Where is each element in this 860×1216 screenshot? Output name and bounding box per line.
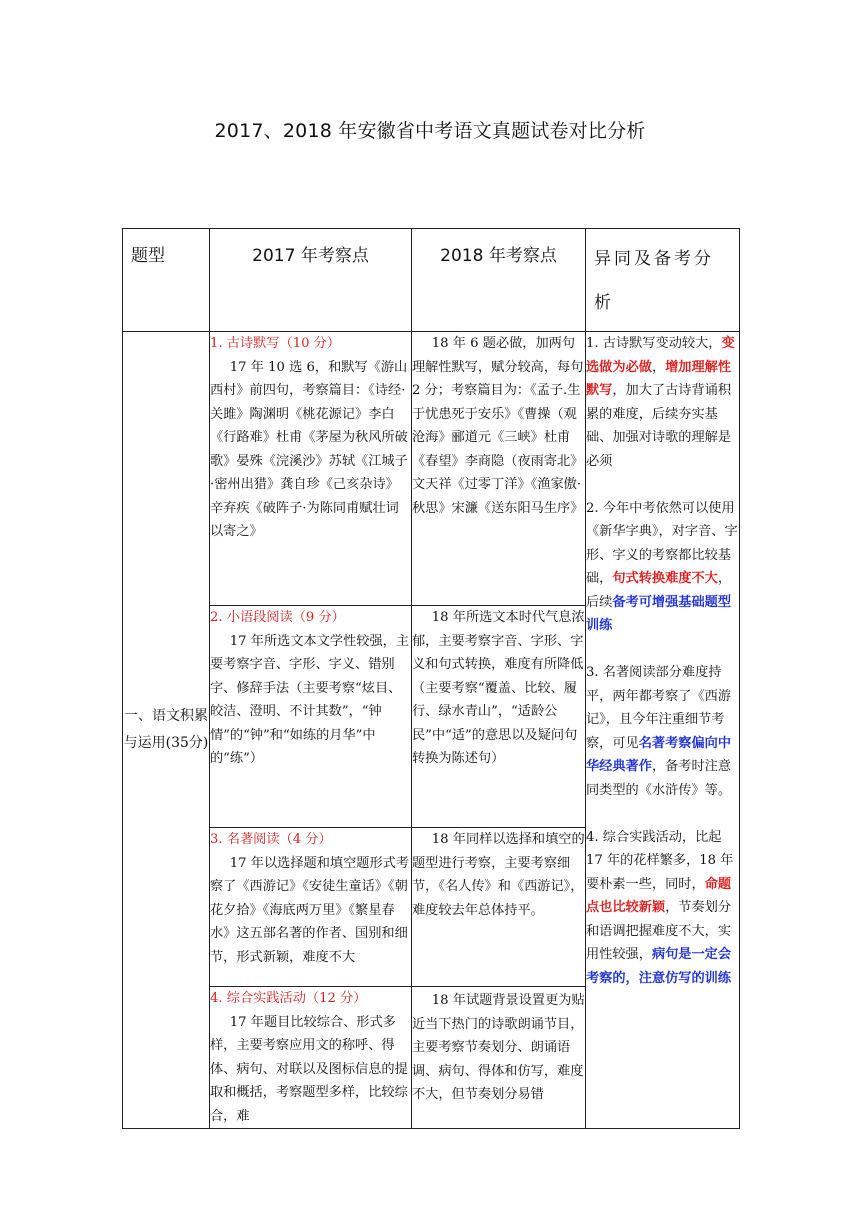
header-2017: 2017 年考察点 — [210, 229, 412, 332]
header-2018: 2018 年考察点 — [412, 229, 586, 332]
cell-2018-classics — [412, 828, 586, 987]
cell-2017-passage — [210, 606, 412, 828]
table-header-row — [123, 229, 740, 332]
cell-text: 18 年所选文本时代气息浓郁，主要考察字音、字形、字义和句式转换，难度有所降低（主要考察“覆盖、比较、履行、绿水青山”，“适龄公民”中“适”的意思以及疑问句转换为陈述句） — [412, 610, 585, 766]
section-heading: 4. 综合实践活动（12 分） — [210, 991, 367, 1006]
section-heading: 3. 名著阅读（4 分） — [210, 832, 332, 847]
cell-2017-poetry — [210, 332, 412, 606]
cell-text: 17 年所选文本文学性较强，主要考察字音、字形、字义、错别字、修辞手法（主要考察“炫目、皎洁、澄明、不计其数”，“钟情”的“钟”和“如练的月华”中的“练”） — [210, 633, 410, 766]
cell-text: 18 年同样以选择和填空的题型进行考察，主要考察细节，《名人传》和《西游记》，难度较去年总体持平。 — [412, 832, 585, 918]
cell-text: 17 年 10 选 6，和默写《游山西村》前四句，考察篇目：《诗经·关雎》陶渊明《桃花源记》李白《行路难》杜甫《茅屋为秋风所破歌》晏殊《浣溪沙》苏轼《江城子·密州出猎》龚自珍《己亥杂诗》辛弃疾《破阵子·为陈同甫赋壮词以寄之》 — [210, 359, 408, 539]
document-title: 2017、2018 年安徽省中考语文真题试卷对比分析 — [214, 120, 646, 142]
cell-text: 18 年 6 题必做，加两句理解性默写，赋分较高，每句 2 分；考察篇目为：《孟子.生于忧患死于安乐》《曹操（观沧海》郦道元《三峡》杜甫《春望》李商隐（夜雨寄北》文天祥《过零丁洋》《渔家傲·秋思》宋濂《送东阳马生序》 — [412, 336, 584, 516]
header-type: 题型 — [123, 229, 210, 332]
header-analysis: 异同及备考分析 — [586, 229, 740, 332]
cell-2017-classics — [210, 828, 412, 987]
section-heading: 1. 古诗默写（10 分） — [210, 336, 341, 351]
table-row — [123, 332, 740, 606]
analysis-point-1: 1. 古诗默写变动较大，变选做为必做，增加理解性默写，加大了古诗背诵积累的难度，后续夯实基础、加强对诗歌的理解是必须 — [586, 336, 735, 469]
cell-2018-passage — [412, 606, 586, 828]
analysis-cell — [586, 332, 740, 1129]
category-cell: 一、语文积累与运用(35分) — [123, 332, 210, 1129]
analysis-point-3: 3. 名著阅读部分难度持平，两年都考察了《西游记》，且今年注重细节考察，可见名著考察偏向中华经典著作，备考时注意同类型的《水浒传》等。 — [586, 665, 732, 798]
cell-2017-practice — [210, 987, 412, 1129]
cell-2018-poetry — [412, 332, 586, 606]
analysis-point-4: 4. 综合实践活动，比起 17 年的花样繁多，18 年要朴素一些，同时，命题点也比较新颖，节奏划分和语调把握难度不大，实用性较强，病句是一定会考察的，注意仿写的训练 — [586, 829, 734, 986]
cell-text: 18 年试题背景设置更为贴近当下热门的诗歌朗诵节目，主要考察节奏划分、朗诵语调、病句、得体和仿写，难度不大，但节奏划分易错 — [412, 993, 585, 1102]
analysis-point-2: 2. 今年中考依然可以使用《新华字典》，对字音、字形、字义的考察都比较基础，句式转换难度不大，后续备考可增强基础题型训练 — [586, 500, 738, 633]
cell-text: 17 年题目比较综合、形式多样，主要考察应用文的称呼、得体、病句、对联以及图标信息的提取和概括，考察题型多样，比较综合，难 — [210, 1014, 408, 1124]
cell-text: 17 年以选择题和填空题形式考察了《西游记》《安徒生童话》《朝花夕拾》《海底两万里》《繁星春水》这五部名著的作者、国别和细节，形式新颖，难度不大 — [210, 855, 410, 965]
cell-2018-practice — [412, 987, 586, 1129]
section-heading: 2. 小语段阅读（9 分） — [210, 610, 345, 625]
comparison-table — [122, 228, 740, 1129]
